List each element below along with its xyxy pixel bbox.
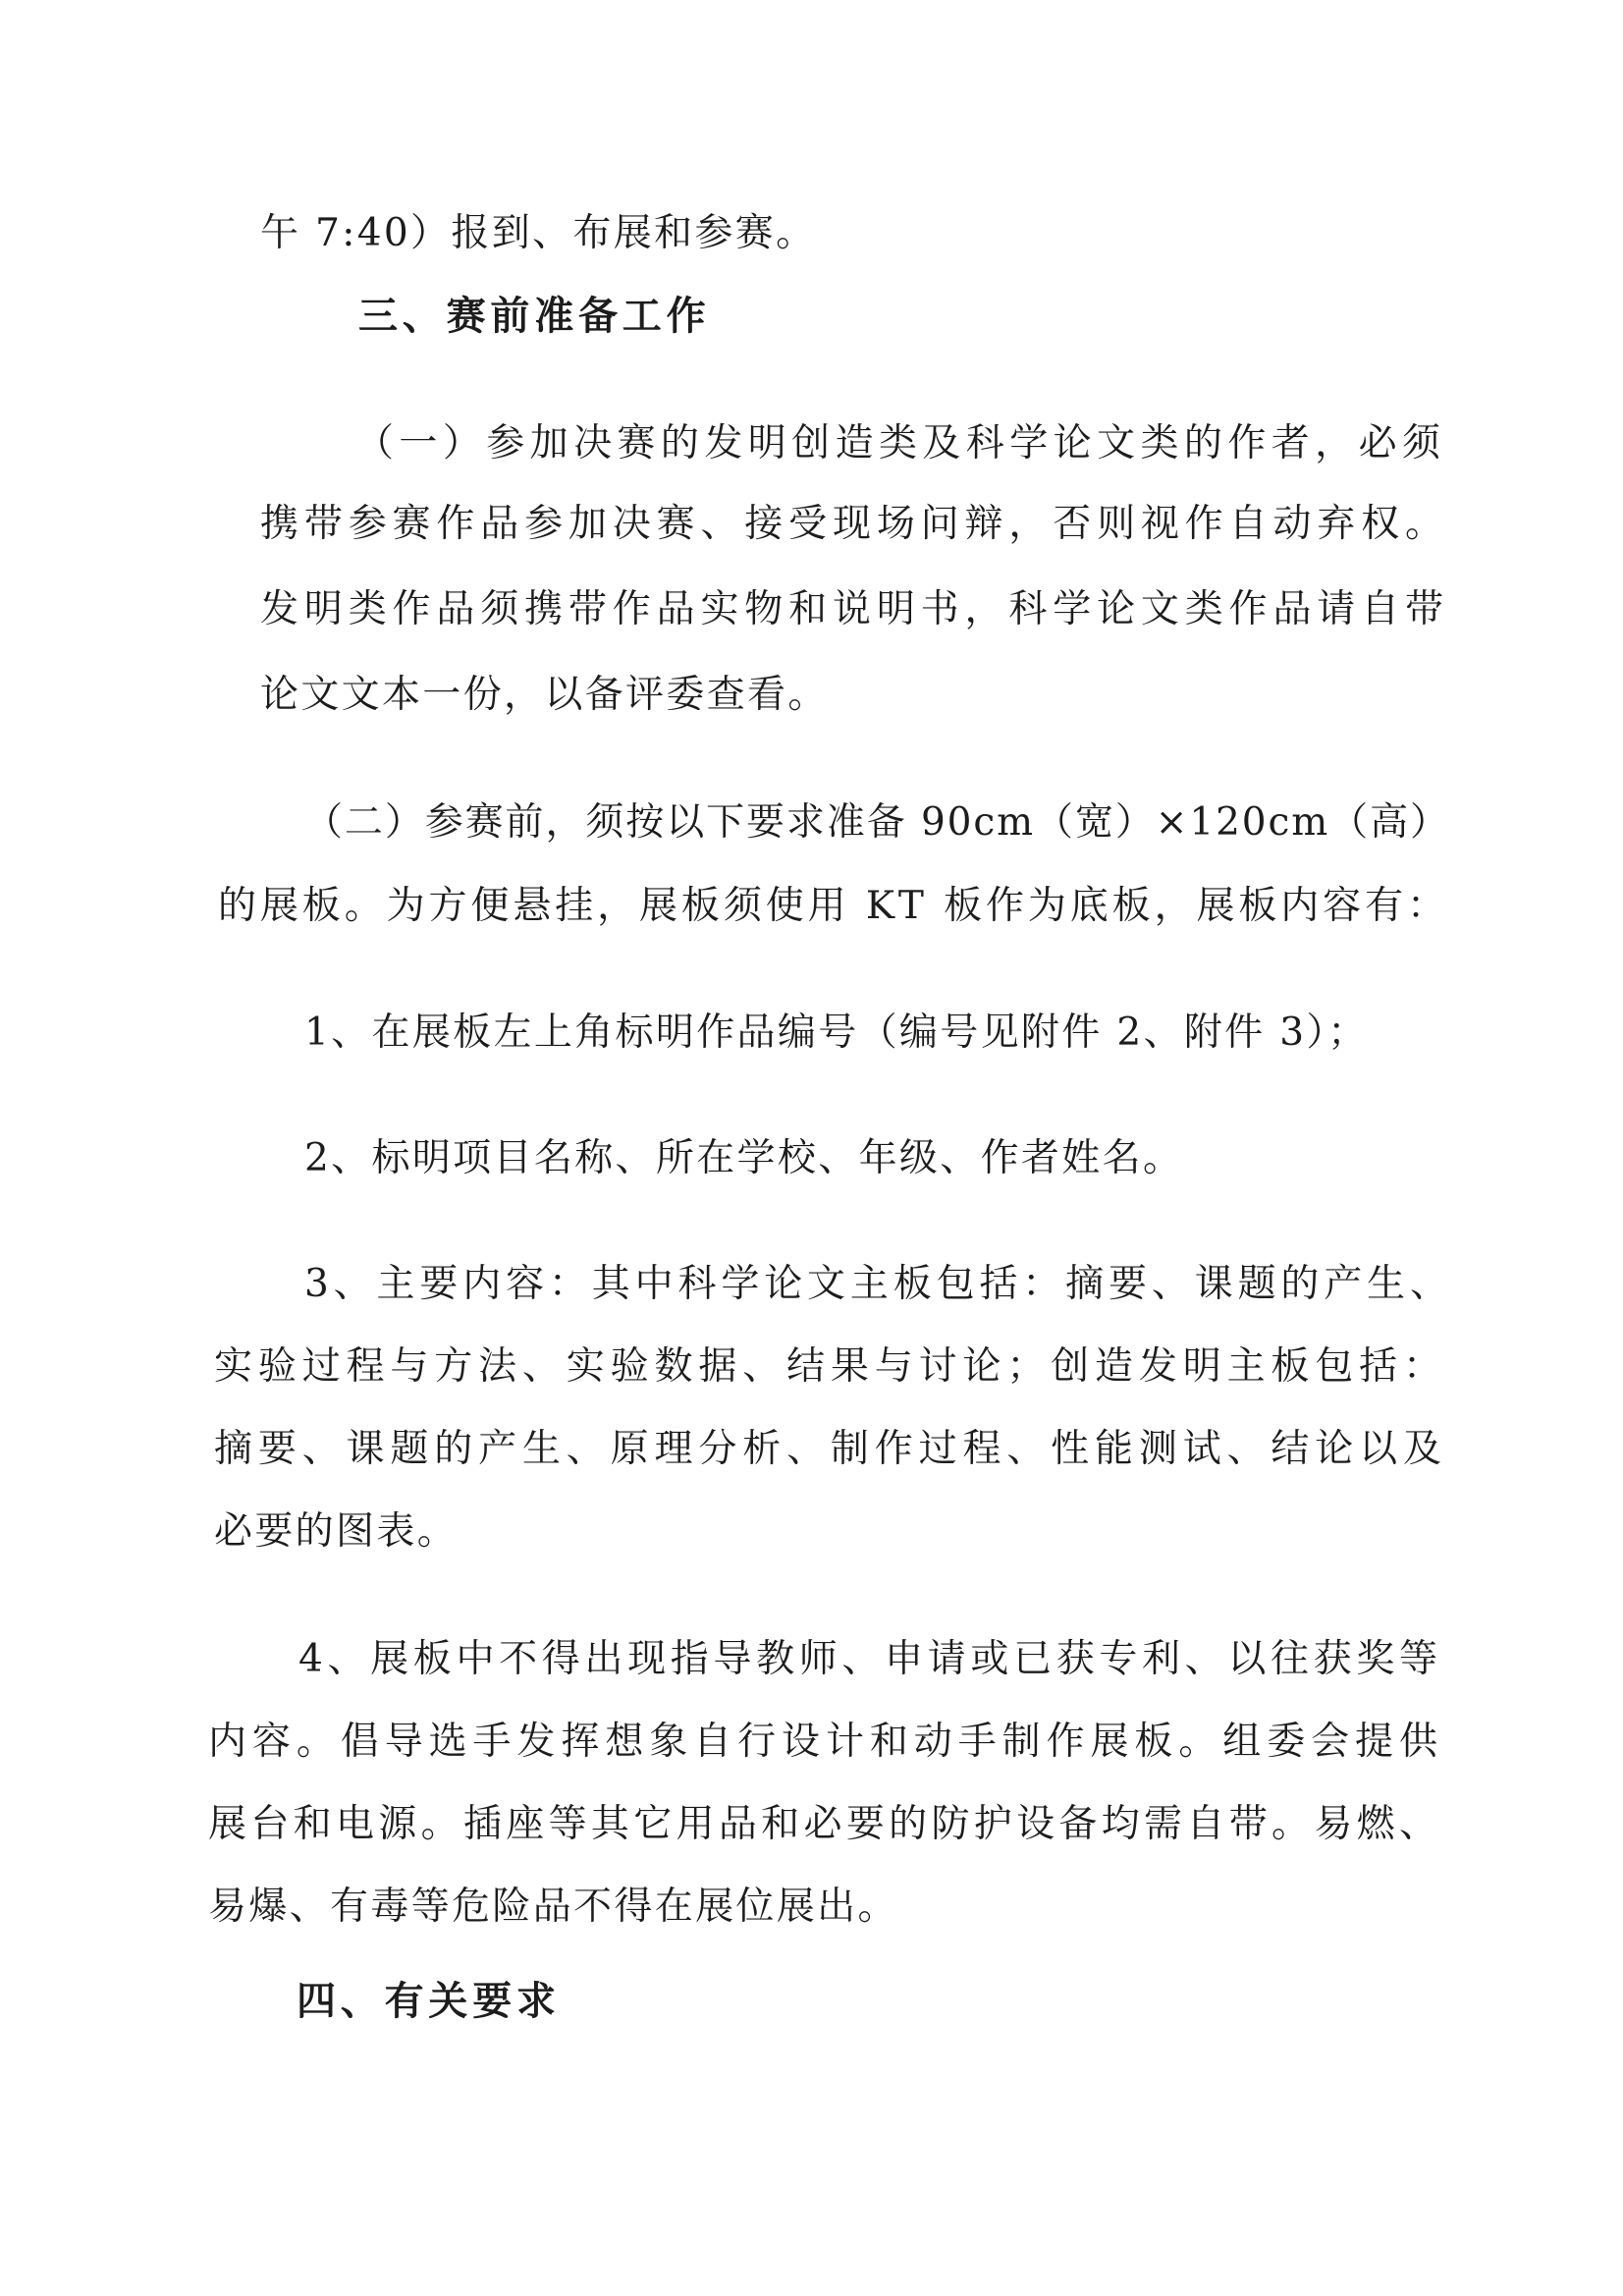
list-item-4: 4、展板中不得出现指导教师、申请或已获专利、以往获奖等 [298, 1637, 1442, 1681]
text-line: （二）参赛前，须按以下要求准备 90cm（宽）×120cm（高） [304, 800, 1450, 845]
text-line: 摘要、课题的产生、原理分析、制作过程、性能测试、结论以及 [214, 1427, 1447, 1471]
text-line: 内容。倡导选手发挥想象自行设计和动手制作展板。组委会提供 [208, 1720, 1443, 1764]
text-line: 易爆、有毒等危险品不得在展位展出。 [208, 1885, 898, 1929]
text-line-continuation: 午 7:40）报到、布展和参赛。 [260, 211, 817, 255]
text-line: 实验过程与方法、实验数据、结果与讨论；创造发明主板包括： [214, 1344, 1447, 1389]
text-line: 论文文本一份，以备评委查看。 [260, 673, 829, 717]
section-heading-4: 四、有关要求 [297, 1979, 561, 2024]
text-line: 的展板。为方便悬挂，展板须使用 KT 板作为底板，展板内容有： [218, 884, 1449, 928]
section-heading-3: 三、赛前准备工作 [358, 294, 711, 339]
text-line: 必要的图表。 [214, 1509, 459, 1554]
text-line: （一）参加决赛的发明创造类及科学论文类的作者，必须 [355, 421, 1446, 465]
list-item-2: 2、标明项目名称、所在学校、年级、作者姓名。 [304, 1136, 1184, 1180]
text-line: 携带参赛作品参加决赛、接受现场问辩，否则视作自动弃权。 [260, 502, 1449, 546]
list-item-3: 3、主要内容：其中科学论文主板包括：摘要、课题的产生、 [304, 1262, 1453, 1306]
text-line: 发明类作品须携带作品实物和说明书，科学论文类作品请自带 [260, 587, 1449, 631]
text-line: 展台和电源。插座等其它用品和必要的防护设备均需自带。易燃、 [208, 1802, 1442, 1846]
list-item-1: 1、在展板左上角标明作品编号（编号见附件 2、附件 3）； [304, 1011, 1369, 1055]
